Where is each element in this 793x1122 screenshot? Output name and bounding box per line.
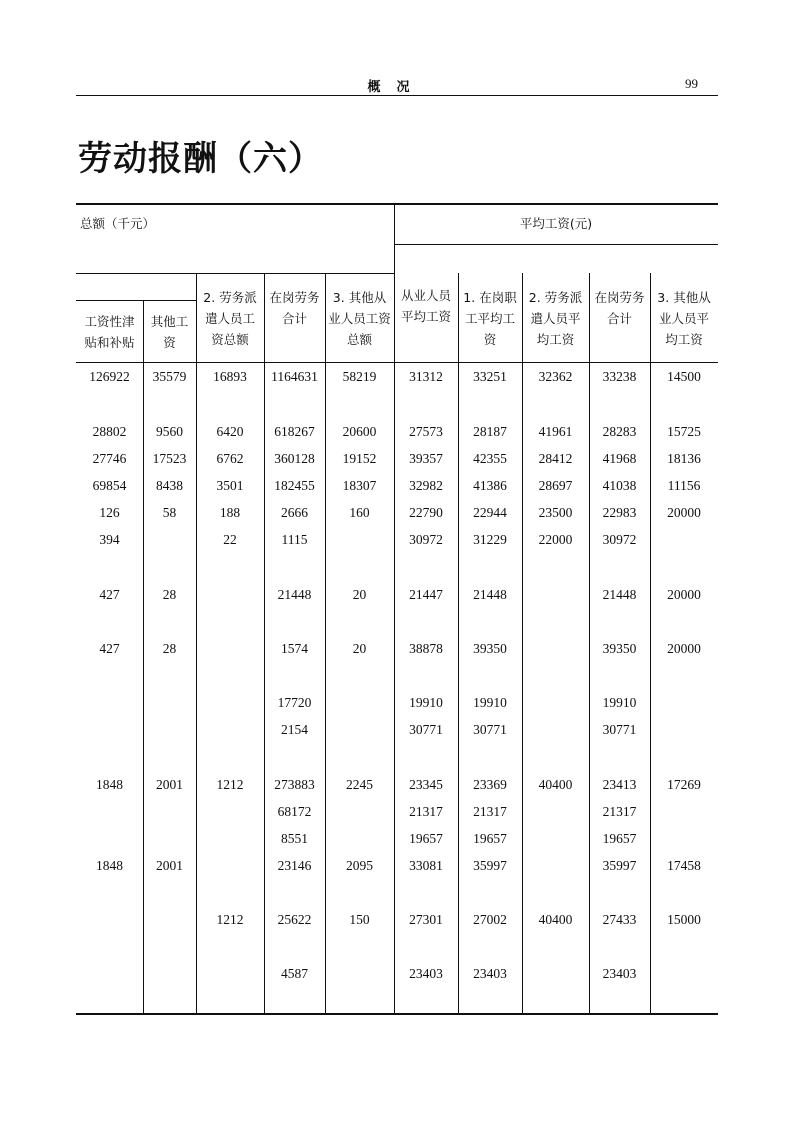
table-cell: 28283 xyxy=(602,424,637,439)
table-cell: 32362 xyxy=(538,369,573,384)
table-cell xyxy=(325,966,394,982)
table-cell xyxy=(522,587,589,603)
table-cell: 32982 xyxy=(409,478,443,493)
table-cell: 30771 xyxy=(602,722,637,737)
total-sub-rule xyxy=(76,273,394,274)
table-cell: 23413 xyxy=(602,777,637,792)
table-cell: 18307 xyxy=(342,478,377,493)
table-cell xyxy=(325,722,394,738)
table-cell: 41968 xyxy=(602,451,637,466)
table-cell xyxy=(650,966,718,982)
table-cell: 69854 xyxy=(92,478,127,493)
table-cell xyxy=(143,695,196,711)
col-header-other-staff-avg: 3. 其他从业人员平均工资 xyxy=(657,290,711,347)
table-cell: 30972 xyxy=(409,532,443,547)
table-cell xyxy=(522,722,589,738)
table-cell: 31229 xyxy=(473,532,507,547)
table-cell: 188 xyxy=(219,505,241,520)
table-cell: 1848 xyxy=(96,858,123,873)
table-cell: 22000 xyxy=(538,532,573,547)
table-cell: 19657 xyxy=(409,831,443,846)
table-cell: 3501 xyxy=(216,478,244,493)
page-title: 劳动报酬（六） xyxy=(78,139,323,179)
table-cell: 2154 xyxy=(281,722,308,737)
table-cell: 17269 xyxy=(667,777,701,792)
table-cell: 20 xyxy=(352,587,367,602)
table-cell: 6420 xyxy=(216,424,244,439)
table-cell xyxy=(325,804,394,820)
table-cell: 25622 xyxy=(277,912,312,927)
table-cell: 20600 xyxy=(342,424,377,439)
table-cell: 33251 xyxy=(473,369,507,384)
group-header-total: 总额（千元） xyxy=(80,216,156,231)
table-cell: 17523 xyxy=(152,451,187,466)
table-cell xyxy=(196,804,264,820)
table-cell xyxy=(196,858,264,874)
table-cell xyxy=(143,912,196,928)
table-cell xyxy=(196,722,264,738)
table-cell: 182455 xyxy=(274,478,315,493)
table-cell xyxy=(143,966,196,982)
table-cell: 21448 xyxy=(473,587,507,602)
table-cell xyxy=(325,695,394,711)
table-cell: 20000 xyxy=(667,587,701,602)
table-cell xyxy=(650,804,718,820)
table-cell xyxy=(650,532,718,548)
table-cell: 30771 xyxy=(473,722,507,737)
table-cell xyxy=(143,831,196,847)
table-cell: 41386 xyxy=(473,478,507,493)
table-cell: 33081 xyxy=(409,858,443,873)
table-cell: 2245 xyxy=(346,777,373,792)
table-cell xyxy=(76,966,143,982)
table-cell xyxy=(76,695,143,711)
table-cell: 126922 xyxy=(89,369,130,384)
table-cell xyxy=(522,966,589,982)
table-cell: 394 xyxy=(99,532,120,547)
table-cell xyxy=(325,532,394,548)
table-cell: 39357 xyxy=(409,451,443,466)
table-cell xyxy=(196,695,264,711)
header-rule xyxy=(76,95,718,96)
table-cell: 35997 xyxy=(602,858,637,873)
table-cell: 58 xyxy=(162,505,177,520)
table-cell: 21448 xyxy=(602,587,637,602)
table-cell: 427 xyxy=(99,587,120,602)
table-cell: 126 xyxy=(99,505,120,520)
table-cell: 2095 xyxy=(346,858,373,873)
table-cell xyxy=(522,695,589,711)
table-cell: 21317 xyxy=(409,804,443,819)
table-cell xyxy=(522,831,589,847)
table-cell: 35579 xyxy=(152,369,187,384)
table-cell: 8438 xyxy=(156,478,183,493)
table-cell xyxy=(650,831,718,847)
table-cell: 40400 xyxy=(538,777,573,792)
table-cell: 15000 xyxy=(667,912,701,927)
table-cell: 1574 xyxy=(281,641,308,656)
table-cell: 2001 xyxy=(156,777,183,792)
table-cell: 1115 xyxy=(281,532,308,547)
col-header-other-wage: 其他工资 xyxy=(150,314,189,350)
table-cell xyxy=(522,641,589,657)
table-cell: 19910 xyxy=(473,695,507,710)
table-cell xyxy=(650,722,718,738)
table-cell: 35997 xyxy=(473,858,507,873)
table-cell xyxy=(196,641,264,657)
table-cell: 21317 xyxy=(473,804,507,819)
table-cell: 20000 xyxy=(667,505,701,520)
table-cell: 21448 xyxy=(277,587,312,602)
table-cell: 22790 xyxy=(409,505,443,520)
table-cell: 4587 xyxy=(281,966,308,981)
table-cell: 6762 xyxy=(216,451,244,466)
table-cell: 1164631 xyxy=(271,369,318,384)
table-cell: 30972 xyxy=(602,532,637,547)
col-header-allowance: 工资性津贴和补贴 xyxy=(84,314,135,350)
table-cell: 1212 xyxy=(216,777,244,792)
page-number: 99 xyxy=(685,76,698,91)
left-sub-rule xyxy=(76,300,196,301)
col-header-dispatch-avg: 2. 劳务派遣人员平均工资 xyxy=(528,290,583,347)
table-cell: 27746 xyxy=(92,451,127,466)
table-cell: 23369 xyxy=(473,777,507,792)
table-cell: 21317 xyxy=(602,804,637,819)
col-header-dispatch-total: 2. 劳务派遣人员工资总额 xyxy=(203,290,257,347)
table-cell: 360128 xyxy=(274,451,315,466)
table-cell: 39350 xyxy=(473,641,507,656)
table-cell xyxy=(196,966,264,982)
table-cell: 28412 xyxy=(538,451,573,466)
table-cell xyxy=(76,722,143,738)
table-bottom-rule xyxy=(76,1013,718,1015)
table-cell: 20 xyxy=(352,641,367,656)
table-cell: 15725 xyxy=(667,424,701,439)
table-cell: 19152 xyxy=(342,451,377,466)
running-header-section: 概况 xyxy=(367,80,426,95)
table-cell: 22983 xyxy=(602,505,637,520)
col-header-onpost-total: 在岗劳务合计 xyxy=(269,290,320,326)
col-header-onpost-avg-total: 在岗劳务合计 xyxy=(594,290,645,326)
table-cell: 27433 xyxy=(602,912,637,927)
col-header-onpost-avg: 1. 在岗职工平均工资 xyxy=(463,290,517,347)
table-cell xyxy=(143,804,196,820)
table-cell: 27573 xyxy=(409,424,443,439)
table-cell: 11156 xyxy=(667,478,701,493)
table-cell: 28187 xyxy=(473,424,507,439)
table-cell: 28 xyxy=(162,641,177,656)
table-cell: 19910 xyxy=(409,695,443,710)
table-cell: 23403 xyxy=(473,966,507,981)
table-cell: 150 xyxy=(349,912,370,927)
table-cell: 27301 xyxy=(409,912,443,927)
table-cell xyxy=(522,804,589,820)
table-cell: 39350 xyxy=(602,641,637,656)
table-cell: 68172 xyxy=(277,804,312,819)
table-cell: 618267 xyxy=(274,424,315,439)
group-divider xyxy=(394,203,395,1013)
table-cell: 27002 xyxy=(473,912,507,927)
table-cell: 23403 xyxy=(602,966,637,981)
table-cell: 42355 xyxy=(473,451,507,466)
wage-table xyxy=(76,203,718,1015)
table-cell xyxy=(143,722,196,738)
table-cell: 19657 xyxy=(602,831,637,846)
table-cell: 19657 xyxy=(473,831,507,846)
table-cell: 2001 xyxy=(156,858,183,873)
table-cell: 23345 xyxy=(409,777,443,792)
table-cell: 19910 xyxy=(602,695,637,710)
table-cell: 33238 xyxy=(602,369,637,384)
table-cell: 1848 xyxy=(96,777,123,792)
col-header-other-staff-total: 3. 其他从业人员工资总额 xyxy=(328,290,391,347)
table-cell: 28 xyxy=(162,587,177,602)
table-cell: 2666 xyxy=(281,505,308,520)
col-header-staff-avg: 从业人员平均工资 xyxy=(400,288,451,324)
table-cell xyxy=(522,858,589,874)
table-cell: 17458 xyxy=(667,858,701,873)
table-cell xyxy=(196,587,264,603)
table-cell: 14500 xyxy=(667,369,701,384)
table-cell: 21447 xyxy=(409,587,443,602)
header-bottom-rule xyxy=(76,362,718,363)
table-cell xyxy=(650,695,718,711)
table-cell xyxy=(196,831,264,847)
table-cell: 22944 xyxy=(473,505,507,520)
table-cell: 23403 xyxy=(409,966,443,981)
table-cell xyxy=(76,831,143,847)
table-cell: 273883 xyxy=(274,777,315,792)
table-cell: 17720 xyxy=(277,695,312,710)
table-cell: 16893 xyxy=(213,369,247,384)
table-cell: 38878 xyxy=(409,641,443,656)
table-cell: 41038 xyxy=(602,478,637,493)
table-cell: 22 xyxy=(223,532,237,547)
table-cell: 23500 xyxy=(538,505,573,520)
table-cell: 28697 xyxy=(538,478,573,493)
table-top-rule xyxy=(76,203,718,205)
avg-group-rule xyxy=(394,244,718,245)
table-cell: 41961 xyxy=(538,424,573,439)
table-cell xyxy=(143,532,196,548)
table-cell: 1212 xyxy=(216,912,244,927)
table-cell: 9560 xyxy=(156,424,183,439)
table-cell: 23146 xyxy=(277,858,312,873)
group-header-average: 平均工资(元) xyxy=(519,216,593,231)
table-cell xyxy=(325,831,394,847)
table-cell: 427 xyxy=(99,641,120,656)
table-cell: 20000 xyxy=(667,641,701,656)
table-cell: 31312 xyxy=(409,369,443,384)
table-cell: 18136 xyxy=(667,451,701,466)
table-cell: 28802 xyxy=(92,424,127,439)
table-cell: 8551 xyxy=(281,831,308,846)
table-cell: 160 xyxy=(349,505,370,520)
table-cell: 30771 xyxy=(409,722,443,737)
table-cell xyxy=(76,804,143,820)
table-cell: 58219 xyxy=(342,369,377,384)
table-cell: 40400 xyxy=(538,912,573,927)
table-cell xyxy=(76,912,143,928)
